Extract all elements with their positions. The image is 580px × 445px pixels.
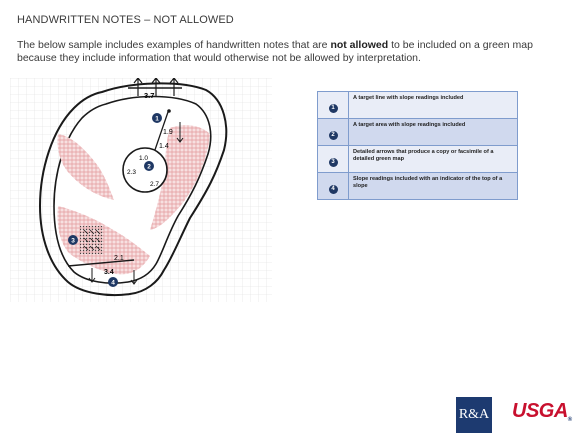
circle-reading-right: 2.7	[150, 181, 160, 188]
circle-reading-left: 2.3	[127, 169, 137, 176]
legend-table	[317, 91, 518, 200]
legend-description: A target line with slope readings included	[349, 92, 518, 119]
marker-3	[68, 235, 78, 245]
usga-logo	[512, 400, 572, 423]
intro-text-end: to be included on a green map because they include information that would otherwise not be allowed by interpretation.	[17, 39, 533, 64]
legend-number-badge: 4	[329, 185, 338, 194]
top-reading-label: 3.7	[144, 91, 155, 100]
svg-text:2: 2	[147, 163, 151, 171]
marker-2	[144, 161, 154, 171]
usga-logo-text: USGA	[512, 400, 568, 422]
legend-row	[318, 119, 518, 146]
intro-text-start: The below sample includes examples of handwritten notes that are	[17, 39, 331, 51]
usga-registered-mark: ®	[567, 417, 572, 423]
legend-row	[318, 92, 518, 119]
target-line-start	[167, 109, 171, 113]
legend-description: Detailed arrows that produce a copy or facsimile of a detailed green map	[349, 146, 518, 173]
slope-reading-b: 1.4	[159, 143, 169, 150]
page-title: HANDWRITTEN NOTES – NOT ALLOWED	[17, 14, 234, 26]
intro-bold-phrase: not allowed	[330, 39, 389, 51]
green-map-svg	[10, 78, 272, 302]
svg-text:3: 3	[71, 237, 75, 245]
legend-row	[318, 146, 518, 173]
legend-description: A target area with slope readings included	[349, 119, 518, 146]
bottom-reading-b: 3.4	[104, 269, 114, 276]
slope-reading-a: 1.9	[163, 129, 173, 136]
legend-description: Slope readings included with an indicator of the top of a slope	[349, 173, 518, 200]
svg-text:4: 4	[111, 279, 115, 287]
legend-number-badge: 3	[329, 158, 338, 167]
legend-number-badge: 1	[329, 104, 338, 113]
marker-1	[152, 113, 162, 123]
legend-row	[318, 173, 518, 200]
ra-logo: R&A	[456, 397, 492, 433]
intro-paragraph	[17, 39, 562, 64]
marker-4	[108, 277, 118, 287]
circle-reading-top: 1.0	[139, 155, 149, 162]
legend-number-badge: 2	[329, 131, 338, 140]
svg-text:1: 1	[155, 115, 159, 123]
bottom-reading-a: 2.1	[114, 255, 124, 262]
green-map-sketch	[10, 78, 272, 302]
